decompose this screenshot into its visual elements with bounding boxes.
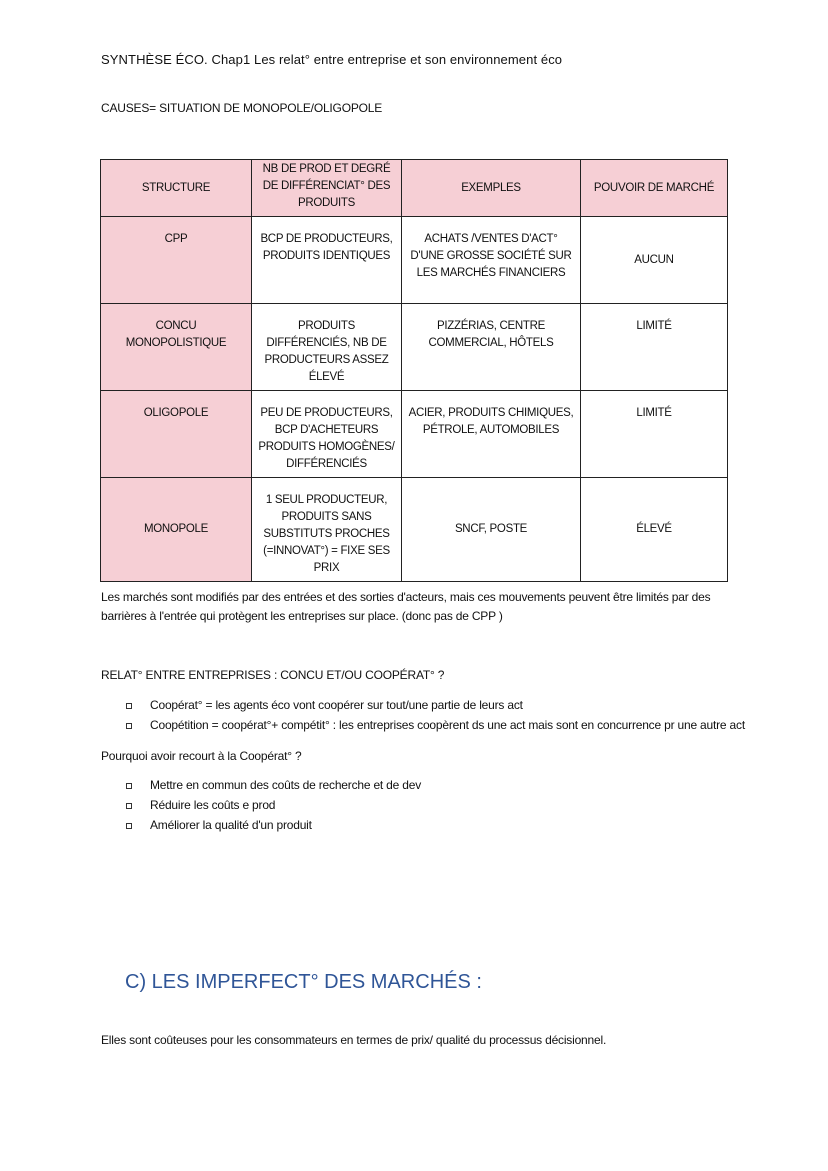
- row-exemples: ACIER, PRODUITS CHIMIQUES, PÉTROLE, AUTOMOBILES: [402, 391, 581, 478]
- row-structure: CONCU MONOPOLISTIQUE: [101, 304, 252, 391]
- row-nb-prod: PEU DE PRODUCTEURS, BCP D'ACHETEURS PRODUITS HOMOGÈNES/ DIFFÉRENCIÉS: [252, 391, 402, 478]
- row-nb-prod: PRODUITS DIFFÉRENCIÉS, NB DE PRODUCTEURS ASSEZ ÉLEVÉ: [252, 304, 402, 391]
- list-item: Améliorer la qualité d'un produit: [124, 815, 421, 835]
- row-nb-prod: 1 SEUL PRODUCTEUR, PRODUITS SANS SUBSTITUTS PROCHES (=INNOVAT°) = FIXE SES PRIX: [252, 478, 402, 582]
- table-header-row: [101, 160, 728, 217]
- table-row: [101, 478, 728, 582]
- barriers-paragraph: Les marchés sont modifiés par des entrées et des sorties d'acteurs, mais ces mouvements peuvent être limités par des barrières à l'entrée qui protègent les entreprises sur place. (donc pas de CPP ): [101, 590, 711, 623]
- question-text: Pourquoi avoir recourt à la Coopérat° ?: [101, 749, 302, 763]
- header-exemples: EXEMPLES: [402, 160, 581, 217]
- reasons-list: [124, 775, 421, 835]
- table-row: [101, 391, 728, 478]
- row-pouvoir: AUCUN: [581, 217, 728, 304]
- table-row: [101, 217, 728, 304]
- row-structure: MONOPOLE: [101, 478, 252, 582]
- list-item: Réduire les coûts e prod: [124, 795, 421, 815]
- causes-title: CAUSES= SITUATION DE MONOPOLE/OLIGOPOLE: [101, 101, 383, 115]
- final-text: Elles sont coûteuses pour les consommateurs en termes de prix/ qualité du processus décisionnel.: [101, 1033, 607, 1047]
- section-title: C) LES IMPERFECT° DES MARCHÉS :: [125, 971, 482, 993]
- relat-title: RELAT° ENTRE ENTREPRISES : CONCU ET/OU COOPÉRAT° ?: [101, 668, 445, 682]
- table-row: [101, 304, 728, 391]
- header-structure: STRUCTURE: [101, 160, 252, 217]
- row-exemples: ACHATS /VENTES D'ACT° D'UNE GROSSE SOCIÉTÉ SUR LES MARCHÉS FINANCIERS: [402, 217, 581, 304]
- row-structure: CPP: [101, 217, 252, 304]
- row-pouvoir: ÉLEVÉ: [581, 478, 728, 582]
- list-item: Coopérat° = les agents éco vont coopérer sur tout/une partie de leurs act: [124, 695, 745, 715]
- row-structure: OLIGOPOLE: [101, 391, 252, 478]
- row-pouvoir: LIMITÉ: [581, 304, 728, 391]
- header-pouvoir: POUVOIR DE MARCHÉ: [581, 160, 728, 217]
- row-exemples: SNCF, POSTE: [402, 478, 581, 582]
- header-nb-prod: NB DE PROD ET DEGRÉ DE DIFFÉRENCIAT° DES PRODUITS: [252, 160, 402, 217]
- list-item: Mettre en commun des coûts de recherche et de dev: [124, 775, 421, 795]
- page-header: SYNTHÈSE ÉCO. Chap1 Les relat° entre entreprise et son environnement éco: [101, 52, 563, 67]
- row-pouvoir: LIMITÉ: [581, 391, 728, 478]
- row-exemples: PIZZÉRIAS, CENTRE COMMERCIAL, HÔTELS: [402, 304, 581, 391]
- market-structure-table: [100, 159, 728, 582]
- list-item: Coopétition = coopérat°+ compétit° : les entreprises coopèrent ds une act mais sont en concurrence pr une autre act: [124, 715, 745, 735]
- row-nb-prod: BCP DE PRODUCTEURS, PRODUITS IDENTIQUES: [252, 217, 402, 304]
- relat-list: [124, 695, 745, 735]
